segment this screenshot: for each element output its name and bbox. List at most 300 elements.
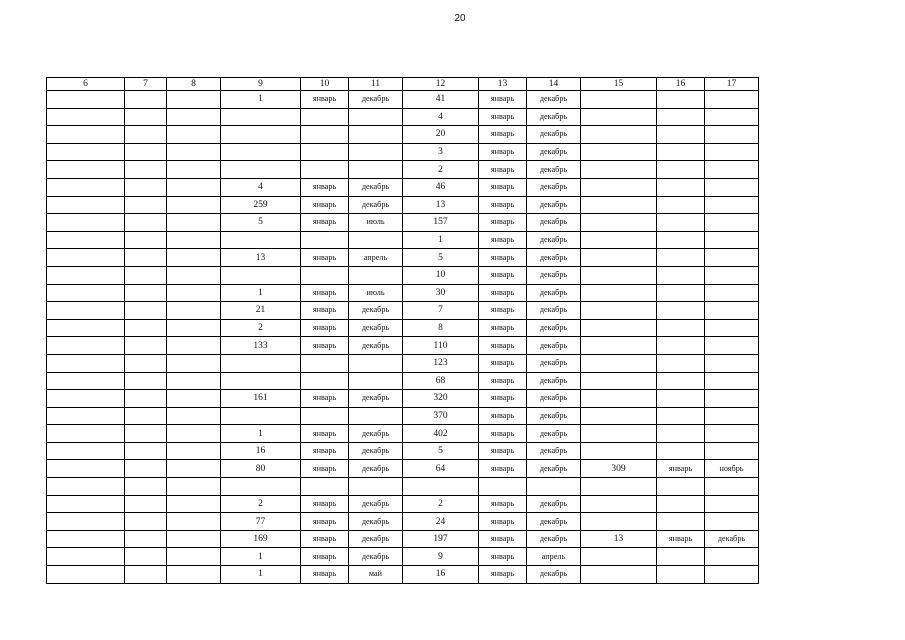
table-cell: декабрь bbox=[349, 513, 403, 531]
table-cell: январь bbox=[479, 319, 527, 337]
table-cell bbox=[581, 442, 657, 460]
column-header: 12 bbox=[403, 78, 479, 91]
table-cell: январь bbox=[479, 178, 527, 196]
table-cell bbox=[221, 266, 301, 284]
table-cell bbox=[657, 372, 705, 390]
table-cell bbox=[167, 548, 221, 566]
table-cell bbox=[705, 302, 759, 320]
table-cell bbox=[301, 161, 349, 179]
table-cell: 402 bbox=[403, 425, 479, 443]
table-cell bbox=[301, 354, 349, 372]
table-cell bbox=[47, 425, 125, 443]
table-cell: январь bbox=[479, 337, 527, 355]
table-cell bbox=[657, 266, 705, 284]
table-cell bbox=[47, 513, 125, 531]
table-cell bbox=[167, 442, 221, 460]
table-cell: 8 bbox=[403, 319, 479, 337]
table-cell: июль bbox=[349, 214, 403, 232]
table-cell bbox=[581, 284, 657, 302]
table-cell: январь bbox=[479, 214, 527, 232]
table-cell: декабрь bbox=[705, 530, 759, 548]
table-row bbox=[47, 372, 759, 390]
table-cell bbox=[125, 372, 167, 390]
table-cell: декабрь bbox=[527, 126, 581, 144]
table-cell bbox=[657, 319, 705, 337]
table-cell bbox=[47, 266, 125, 284]
table-cell bbox=[581, 161, 657, 179]
table-cell bbox=[581, 126, 657, 144]
column-header: 14 bbox=[527, 78, 581, 91]
table-cell bbox=[705, 266, 759, 284]
table-row bbox=[47, 143, 759, 161]
table-cell bbox=[221, 354, 301, 372]
table-cell: 2 bbox=[221, 319, 301, 337]
table-cell bbox=[705, 143, 759, 161]
table-cell bbox=[581, 178, 657, 196]
table-cell bbox=[657, 214, 705, 232]
table-cell bbox=[581, 319, 657, 337]
table-cell bbox=[47, 460, 125, 478]
table-cell: 30 bbox=[403, 284, 479, 302]
table-cell bbox=[657, 425, 705, 443]
table-cell: январь bbox=[479, 302, 527, 320]
table-cell bbox=[167, 249, 221, 267]
table-cell bbox=[125, 478, 167, 496]
table-cell bbox=[657, 566, 705, 584]
table-cell bbox=[705, 407, 759, 425]
table-cell bbox=[657, 284, 705, 302]
table-row bbox=[47, 249, 759, 267]
table-cell bbox=[705, 495, 759, 513]
table-cell bbox=[221, 161, 301, 179]
table-row bbox=[47, 566, 759, 584]
table-row bbox=[47, 319, 759, 337]
table-cell bbox=[125, 284, 167, 302]
table-cell: январь bbox=[479, 530, 527, 548]
table-cell: декабрь bbox=[527, 460, 581, 478]
table-cell bbox=[47, 530, 125, 548]
table-cell bbox=[581, 91, 657, 109]
table-cell: январь bbox=[301, 178, 349, 196]
table-cell bbox=[657, 407, 705, 425]
table-cell: 169 bbox=[221, 530, 301, 548]
table-cell: январь bbox=[479, 390, 527, 408]
table-cell bbox=[403, 478, 479, 496]
table-cell: декабрь bbox=[527, 390, 581, 408]
table-cell bbox=[705, 196, 759, 214]
table-cell bbox=[47, 231, 125, 249]
table-cell bbox=[167, 460, 221, 478]
table-cell: 2 bbox=[221, 495, 301, 513]
table-cell bbox=[47, 143, 125, 161]
table-cell bbox=[167, 178, 221, 196]
table-cell bbox=[167, 231, 221, 249]
table-cell bbox=[125, 566, 167, 584]
table-cell: декабрь bbox=[527, 302, 581, 320]
table-cell: 41 bbox=[403, 91, 479, 109]
table-cell bbox=[125, 108, 167, 126]
table-cell: 24 bbox=[403, 513, 479, 531]
table-row bbox=[47, 354, 759, 372]
table-cell bbox=[47, 566, 125, 584]
table-cell: январь bbox=[479, 513, 527, 531]
table-cell bbox=[125, 425, 167, 443]
table-cell bbox=[125, 495, 167, 513]
table-cell bbox=[581, 548, 657, 566]
table-cell bbox=[125, 337, 167, 355]
data-table bbox=[46, 77, 759, 584]
table-cell bbox=[167, 143, 221, 161]
table-cell: январь bbox=[301, 249, 349, 267]
table-cell bbox=[705, 214, 759, 232]
table-cell bbox=[581, 249, 657, 267]
table-cell bbox=[167, 108, 221, 126]
table-cell: декабрь bbox=[349, 390, 403, 408]
table-cell bbox=[581, 143, 657, 161]
column-header: 13 bbox=[479, 78, 527, 91]
table-row bbox=[47, 284, 759, 302]
table-row bbox=[47, 442, 759, 460]
table-row bbox=[47, 495, 759, 513]
table-cell: 5 bbox=[403, 249, 479, 267]
table-cell: январь bbox=[479, 249, 527, 267]
column-header: 10 bbox=[301, 78, 349, 91]
table-cell bbox=[301, 478, 349, 496]
table-row bbox=[47, 178, 759, 196]
table-cell: апрель bbox=[527, 548, 581, 566]
table-cell: декабрь bbox=[527, 354, 581, 372]
table-cell: 1 bbox=[221, 284, 301, 302]
table-cell: 46 bbox=[403, 178, 479, 196]
table-cell: январь bbox=[479, 442, 527, 460]
table-cell: 161 bbox=[221, 390, 301, 408]
table-cell bbox=[705, 319, 759, 337]
table-cell: 13 bbox=[581, 530, 657, 548]
table-cell: январь bbox=[479, 460, 527, 478]
table-cell bbox=[167, 372, 221, 390]
table-cell bbox=[167, 407, 221, 425]
table-row bbox=[47, 460, 759, 478]
table-cell bbox=[125, 178, 167, 196]
table-cell bbox=[581, 108, 657, 126]
table-cell bbox=[221, 108, 301, 126]
table-cell bbox=[167, 91, 221, 109]
table-cell: 3 bbox=[403, 143, 479, 161]
table-cell bbox=[705, 566, 759, 584]
table-cell: 13 bbox=[403, 196, 479, 214]
table-cell: январь bbox=[479, 91, 527, 109]
table-cell bbox=[301, 372, 349, 390]
table-cell bbox=[349, 126, 403, 144]
table-cell: декабрь bbox=[527, 214, 581, 232]
table-cell: декабрь bbox=[527, 91, 581, 109]
column-header: 11 bbox=[349, 78, 403, 91]
table-cell bbox=[47, 126, 125, 144]
table-row bbox=[47, 196, 759, 214]
table-cell: 21 bbox=[221, 302, 301, 320]
table-cell: январь bbox=[301, 548, 349, 566]
column-header: 8 bbox=[167, 78, 221, 91]
table-cell: декабрь bbox=[527, 442, 581, 460]
table-cell bbox=[705, 548, 759, 566]
table-cell bbox=[301, 231, 349, 249]
table-cell bbox=[167, 566, 221, 584]
table-cell: 77 bbox=[221, 513, 301, 531]
table-cell bbox=[581, 478, 657, 496]
table-cell bbox=[125, 354, 167, 372]
table-cell bbox=[47, 91, 125, 109]
table-cell bbox=[657, 302, 705, 320]
table-cell: январь bbox=[479, 231, 527, 249]
table-cell: январь bbox=[301, 302, 349, 320]
table-cell: декабрь bbox=[349, 548, 403, 566]
table-cell: май bbox=[349, 566, 403, 584]
table-cell: декабрь bbox=[527, 196, 581, 214]
table-cell bbox=[47, 548, 125, 566]
table-cell: ноябрь bbox=[705, 460, 759, 478]
table-cell: декабрь bbox=[527, 161, 581, 179]
table-cell bbox=[47, 407, 125, 425]
table-cell bbox=[167, 266, 221, 284]
table-cell: декабрь bbox=[527, 425, 581, 443]
table-cell bbox=[301, 108, 349, 126]
table-cell bbox=[705, 372, 759, 390]
table-cell: декабрь bbox=[527, 284, 581, 302]
table-cell bbox=[125, 548, 167, 566]
table-cell bbox=[125, 530, 167, 548]
table-cell bbox=[705, 108, 759, 126]
table-cell bbox=[657, 196, 705, 214]
table-cell: 5 bbox=[221, 214, 301, 232]
table-cell bbox=[125, 460, 167, 478]
table-cell: 16 bbox=[221, 442, 301, 460]
table-cell bbox=[47, 302, 125, 320]
table-cell bbox=[167, 319, 221, 337]
table-cell bbox=[221, 143, 301, 161]
table-cell: январь bbox=[479, 266, 527, 284]
table-cell bbox=[47, 495, 125, 513]
table-cell: декабрь bbox=[527, 178, 581, 196]
table-cell: 370 bbox=[403, 407, 479, 425]
table-cell: январь bbox=[301, 513, 349, 531]
table-cell bbox=[167, 530, 221, 548]
table-cell bbox=[167, 126, 221, 144]
table-cell: 68 bbox=[403, 372, 479, 390]
table-cell bbox=[657, 495, 705, 513]
table-cell bbox=[349, 143, 403, 161]
table-cell bbox=[125, 407, 167, 425]
table-cell bbox=[657, 108, 705, 126]
table-row bbox=[47, 108, 759, 126]
table-cell: декабрь bbox=[349, 442, 403, 460]
table-cell bbox=[167, 354, 221, 372]
table-cell: январь bbox=[479, 143, 527, 161]
table-cell bbox=[47, 372, 125, 390]
table-cell bbox=[705, 354, 759, 372]
table-row bbox=[47, 161, 759, 179]
table-cell: 309 bbox=[581, 460, 657, 478]
table-cell bbox=[125, 231, 167, 249]
table-cell: январь bbox=[301, 425, 349, 443]
table-cell bbox=[125, 302, 167, 320]
table-cell: январь bbox=[657, 530, 705, 548]
table-cell: декабрь bbox=[527, 337, 581, 355]
table-cell: апрель bbox=[349, 249, 403, 267]
table-cell bbox=[349, 161, 403, 179]
table-cell: январь bbox=[479, 161, 527, 179]
table-cell bbox=[125, 143, 167, 161]
table-cell bbox=[47, 390, 125, 408]
table-cell bbox=[705, 478, 759, 496]
header-row bbox=[47, 78, 759, 91]
table-cell: 7 bbox=[403, 302, 479, 320]
table-cell: декабрь bbox=[527, 108, 581, 126]
table-cell bbox=[125, 196, 167, 214]
table-cell: январь bbox=[479, 196, 527, 214]
table-cell: январь bbox=[479, 126, 527, 144]
table-row bbox=[47, 231, 759, 249]
page-number: 20 bbox=[454, 13, 466, 24]
table-cell: декабрь bbox=[349, 319, 403, 337]
table-cell: январь bbox=[301, 284, 349, 302]
table-cell: 16 bbox=[403, 566, 479, 584]
table-cell: 1 bbox=[221, 91, 301, 109]
table-cell bbox=[657, 91, 705, 109]
table-cell: январь bbox=[479, 108, 527, 126]
table-cell bbox=[657, 548, 705, 566]
table-cell: январь bbox=[479, 372, 527, 390]
table-cell bbox=[47, 337, 125, 355]
table-cell bbox=[705, 126, 759, 144]
table-cell: 64 bbox=[403, 460, 479, 478]
table-cell: январь bbox=[301, 337, 349, 355]
table-cell: 4 bbox=[221, 178, 301, 196]
table-row bbox=[47, 302, 759, 320]
table-cell: декабрь bbox=[527, 566, 581, 584]
table-cell bbox=[125, 161, 167, 179]
table-cell bbox=[125, 319, 167, 337]
table-cell bbox=[705, 249, 759, 267]
table-cell bbox=[125, 91, 167, 109]
table-cell: январь bbox=[301, 390, 349, 408]
table-row bbox=[47, 548, 759, 566]
table-cell bbox=[125, 266, 167, 284]
column-header: 7 bbox=[125, 78, 167, 91]
table-cell: 1 bbox=[221, 425, 301, 443]
table-cell bbox=[125, 126, 167, 144]
table-cell bbox=[479, 478, 527, 496]
table-cell bbox=[167, 302, 221, 320]
table-cell: декабрь bbox=[349, 425, 403, 443]
table-cell: декабрь bbox=[527, 249, 581, 267]
table-cell: январь bbox=[479, 425, 527, 443]
table-cell bbox=[167, 478, 221, 496]
table-cell bbox=[657, 143, 705, 161]
table-cell: декабрь bbox=[527, 495, 581, 513]
table-cell bbox=[47, 108, 125, 126]
table-cell: 2 bbox=[403, 161, 479, 179]
table-row bbox=[47, 91, 759, 109]
table-row bbox=[47, 390, 759, 408]
table-cell bbox=[705, 284, 759, 302]
table-cell bbox=[167, 284, 221, 302]
table-cell bbox=[47, 196, 125, 214]
table-cell bbox=[581, 372, 657, 390]
table-cell bbox=[581, 196, 657, 214]
table-cell: декабрь bbox=[527, 266, 581, 284]
table-cell bbox=[221, 407, 301, 425]
table-row bbox=[47, 126, 759, 144]
table-cell bbox=[657, 337, 705, 355]
table-cell: 9 bbox=[403, 548, 479, 566]
table-cell bbox=[705, 513, 759, 531]
table-cell: 1 bbox=[403, 231, 479, 249]
table-cell bbox=[47, 249, 125, 267]
table-cell bbox=[349, 407, 403, 425]
table-cell: 197 bbox=[403, 530, 479, 548]
table-cell bbox=[47, 354, 125, 372]
table-cell bbox=[705, 442, 759, 460]
table-cell: декабрь bbox=[349, 495, 403, 513]
table-cell: январь bbox=[301, 495, 349, 513]
column-header: 17 bbox=[705, 78, 759, 91]
table-cell bbox=[167, 337, 221, 355]
table-cell bbox=[705, 425, 759, 443]
table-cell: 20 bbox=[403, 126, 479, 144]
table-cell: 80 bbox=[221, 460, 301, 478]
table-cell bbox=[657, 249, 705, 267]
table-cell: июль bbox=[349, 284, 403, 302]
table-cell bbox=[581, 302, 657, 320]
table-cell bbox=[657, 231, 705, 249]
table-cell: декабрь bbox=[527, 407, 581, 425]
table-cell bbox=[167, 161, 221, 179]
table-body bbox=[47, 91, 759, 584]
table-row bbox=[47, 530, 759, 548]
table-cell: январь bbox=[479, 566, 527, 584]
table-cell: декабрь bbox=[527, 513, 581, 531]
table-cell bbox=[657, 390, 705, 408]
table-cell bbox=[167, 495, 221, 513]
table-cell bbox=[657, 442, 705, 460]
table-cell bbox=[705, 161, 759, 179]
table-cell bbox=[167, 196, 221, 214]
table-cell bbox=[221, 231, 301, 249]
table-cell bbox=[527, 478, 581, 496]
table-cell: январь bbox=[301, 196, 349, 214]
table-cell bbox=[349, 108, 403, 126]
table-cell: декабрь bbox=[349, 178, 403, 196]
table-cell bbox=[581, 390, 657, 408]
table-row bbox=[47, 478, 759, 496]
column-header: 16 bbox=[657, 78, 705, 91]
table-cell bbox=[581, 495, 657, 513]
table-cell bbox=[47, 178, 125, 196]
table-cell bbox=[301, 143, 349, 161]
table-cell bbox=[581, 337, 657, 355]
table-cell: декабрь bbox=[527, 319, 581, 337]
table-cell bbox=[47, 161, 125, 179]
table-cell: 10 bbox=[403, 266, 479, 284]
table-cell bbox=[705, 231, 759, 249]
table-cell bbox=[301, 126, 349, 144]
table-cell bbox=[47, 319, 125, 337]
table-cell bbox=[581, 266, 657, 284]
table-cell bbox=[705, 178, 759, 196]
table-cell bbox=[47, 442, 125, 460]
table-cell: 1 bbox=[221, 548, 301, 566]
table-cell: январь bbox=[301, 460, 349, 478]
